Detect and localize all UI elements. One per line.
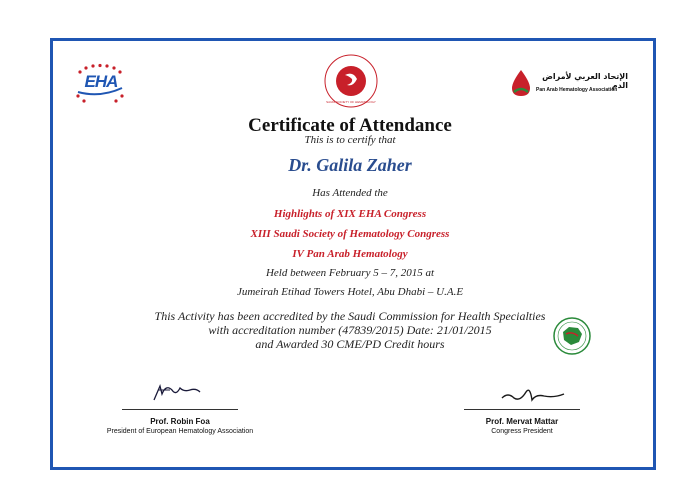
sash-logo [323,53,379,109]
eha-logo-text: EHA [84,72,118,91]
signatory-right-name: Prof. Mervat Mattar [485,417,559,426]
event-pan-arab: IV Pan Arab Hematology [292,248,408,260]
certificate-title: Certificate of Attendance [248,115,452,136]
pan-arab-english-name: Pan Arab Hematology Association [536,87,618,93]
attended-line: Has Attended the [312,187,388,199]
certify-line: This is to certify that [304,134,396,146]
signatory-right-title: Congress President [491,428,553,435]
pan-arab-arabic-name: الإتحاد العربي لأمراض الدم [542,72,628,90]
pan-arab-logo [508,66,628,106]
signatory-left-name: Prof. Robin Foa [150,417,210,426]
scfhs-seal [552,316,592,356]
event-eha: Highlights of XIX EHA Congress [273,208,427,220]
signature-robin-foa [150,378,210,404]
eha-logo [72,62,128,106]
accreditation-line-1: This Activity has been accredited by the Saudi Commission for Health Specialties [154,309,546,323]
sash-logo-text: SAUDI SOCIETY OF HEMATOLOGY [326,100,376,104]
signature-line-left [122,409,238,410]
event-ssh: XIII Saudi Society of Hematology Congress [250,228,450,240]
recipient-name: Dr. Galila Zaher [288,155,412,175]
signature-mervat-mattar [498,382,568,406]
accreditation-line-3: and Awarded 30 CME/PD Credit hours [255,337,445,351]
signature-line-right [464,409,580,410]
signatory-left-title: President of European Hematology Association [106,428,254,435]
accreditation-line-2: with accreditation number (47839/2015) Date: 21/01/2015 [208,323,492,337]
venue-line: Jumeirah Etihad Towers Hotel, Abu Dhabi – U.A.E [236,286,464,298]
held-line: Held between February 5 – 7, 2015 at [265,267,435,279]
